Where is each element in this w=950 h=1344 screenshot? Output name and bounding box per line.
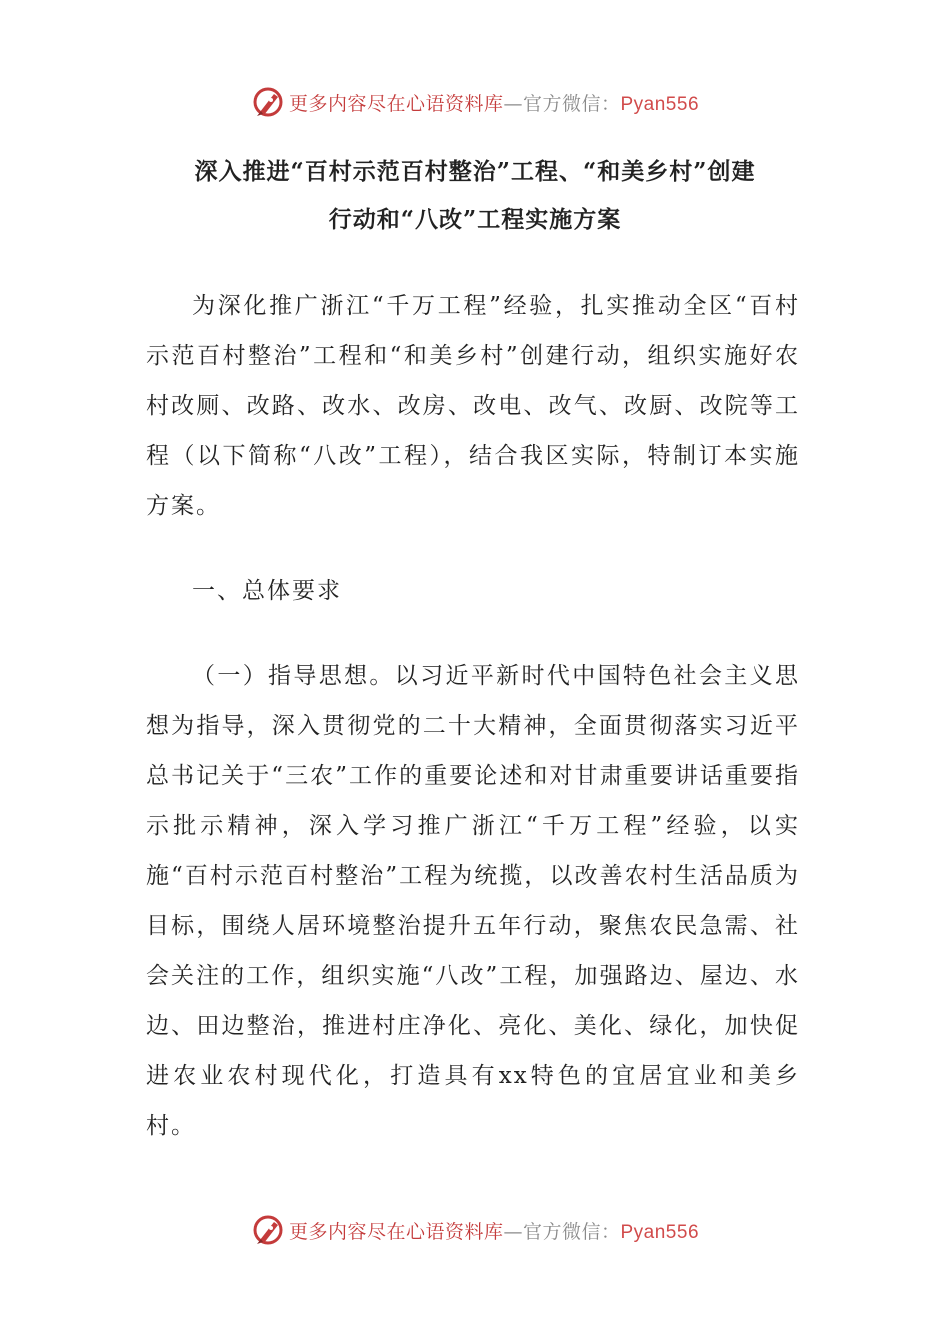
watermark-text <box>289 1217 699 1244</box>
watermark-account: Pyan556 <box>620 93 700 115</box>
title-line-1: 深入推进“百村示范百村整治”工程、“和美乡村”创建 <box>194 158 756 185</box>
title-line-2: 行动和“八改”工程实施方案 <box>328 206 622 233</box>
pen-nib-logo-icon <box>251 1213 285 1247</box>
intro-paragraph: 为深化推广浙江“千万工程”经验，扎实推动全区“百村示范百村整治”工程和“和美乡村”创建行动，组织实施好农村改厕、改路、改水、改房、改电、改气、改厨、改院等工程（以下简称“八改”工程），结合我区实际，特制订本实施方案。 <box>146 293 800 519</box>
watermark-brand: 更多内容尽在心语资料库 <box>288 1220 504 1243</box>
footer-watermark <box>0 1210 950 1250</box>
document-title <box>0 148 950 244</box>
watermark-label: 官方微信： <box>522 1220 621 1243</box>
watermark-dash: — <box>503 92 523 115</box>
section-heading: 一、总体要求 <box>192 578 342 604</box>
watermark-text <box>289 89 699 116</box>
watermark-label: 官方微信： <box>522 92 621 115</box>
document-body <box>146 281 800 1151</box>
watermark-dash: — <box>503 1220 523 1243</box>
watermark-account: Pyan556 <box>620 1221 700 1243</box>
guiding-thought-paragraph: （一）指导思想。以习近平新时代中国特色社会主义思想为指导，深入贯彻党的二十大精神，全面贯彻落实习近平总书记关于“三农”工作的重要论述和对甘肃重要讲话重要指示批示精神，深入学习推广浙江“千万工程”经验，以实施“百村示范百村整治”工程为统揽，以改善农村生活品质为目标，围绕人居环境整治提升五年行动，聚焦农民急需、社会关注的工作，组织实施“八改”工程，加强路边、屋边、水边、田边整治，推进村庄净化、亮化、美化、绿化，加快促进农业农村现代化，打造具有xx特色的宜居宜业和美乡村。 <box>146 663 800 1139</box>
pen-nib-logo-icon <box>251 85 285 119</box>
watermark-brand: 更多内容尽在心语资料库 <box>288 92 504 115</box>
header-watermark <box>0 82 950 122</box>
